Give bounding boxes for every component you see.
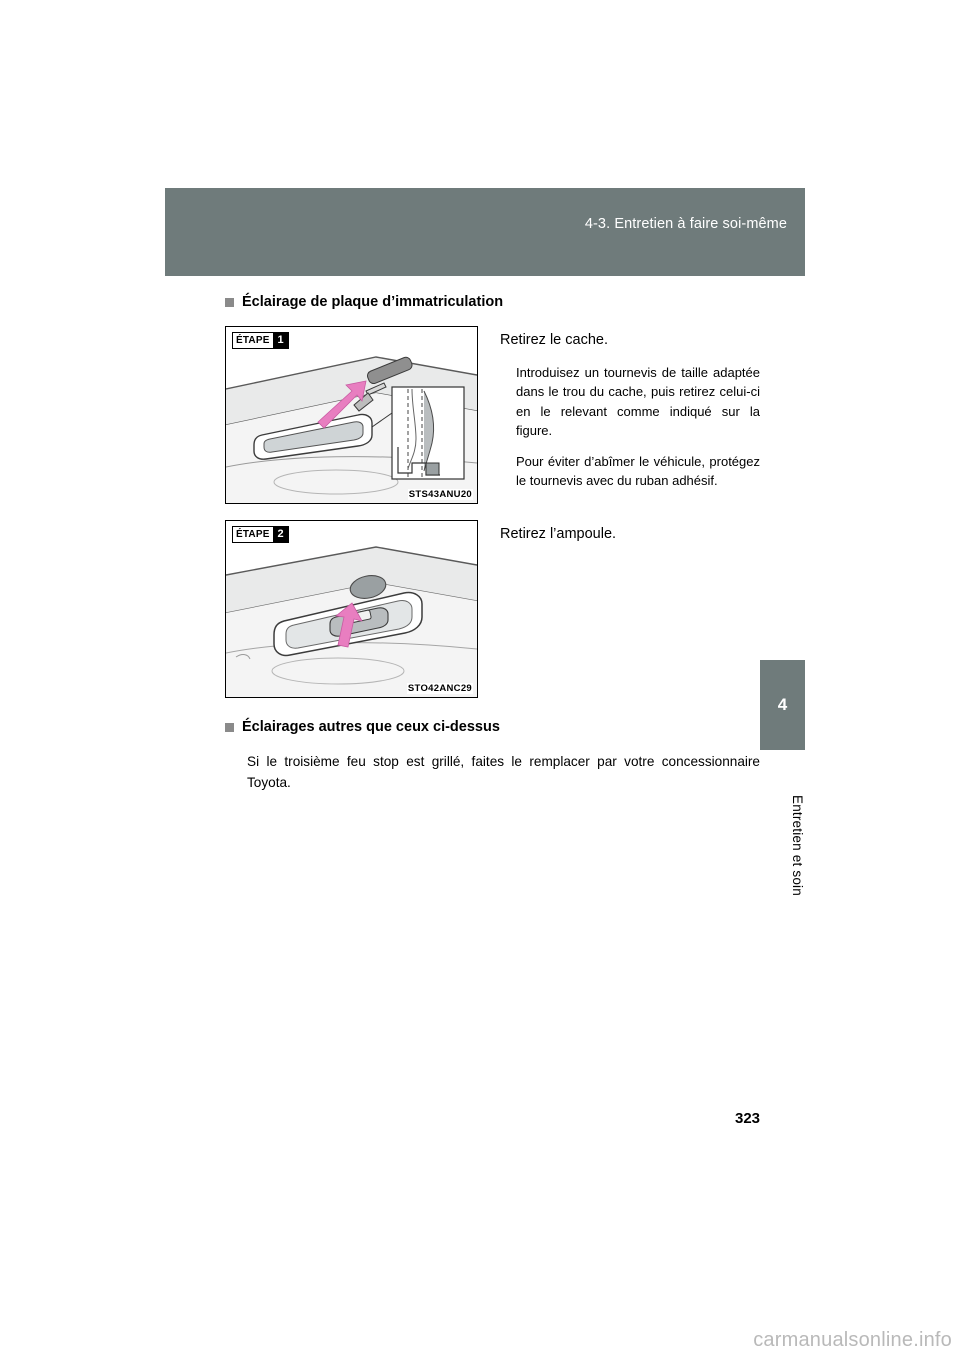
section-heading-text: Éclairages autres que ceux ci-dessus bbox=[242, 718, 500, 735]
chapter-tab bbox=[760, 660, 805, 750]
page-header-band bbox=[165, 188, 805, 276]
step-lead-1: Retirez le cache. bbox=[500, 331, 608, 348]
step-text-2 bbox=[500, 520, 760, 545]
figure-code-2: STO42ANC29 bbox=[407, 682, 472, 694]
figure-step-1 bbox=[225, 326, 478, 504]
illustration-remove-bulb bbox=[226, 521, 477, 697]
step-block-2 bbox=[225, 520, 760, 700]
step-block-1 bbox=[225, 326, 760, 506]
square-bullet-icon bbox=[225, 298, 234, 307]
section-body-other-lights: Si le troisième feu stop est grillé, faites le remplacer par votre concessionnaire Toyota. bbox=[247, 753, 760, 790]
square-bullet-icon bbox=[225, 723, 234, 732]
watermark: carmanualsonline.info bbox=[753, 1329, 952, 1351]
figure-step-2 bbox=[225, 520, 478, 698]
chapter-number: 4 bbox=[777, 695, 788, 714]
step-paragraph-1-1: Introduisez un tournevis de taille adaptée dans le trou du cache, puis retirez celui-ci en le relevant comme indiqué sur la figure. bbox=[516, 364, 760, 439]
section-heading-license-plate-light bbox=[225, 293, 760, 312]
step-badge-number: 2 bbox=[273, 526, 289, 543]
step-badge-word: ÉTAPE bbox=[232, 526, 273, 543]
step-text-1 bbox=[500, 326, 760, 491]
step-badge-number: 1 bbox=[273, 332, 289, 349]
section-heading-text: Éclairage de plaque d’immatriculation bbox=[242, 294, 504, 310]
page-header-title: 4-3. Entretien à faire soi-même bbox=[584, 216, 787, 232]
page-number: 323 bbox=[735, 1110, 761, 1127]
step-badge-2 bbox=[232, 526, 289, 543]
step-badge-1 bbox=[232, 332, 289, 349]
step-paragraph-1-2: Pour éviter d’abîmer le véhicule, protégez le tournevis avec du ruban adhésif. bbox=[516, 453, 760, 489]
step-lead-2: Retirez l’ampoule. bbox=[500, 525, 617, 542]
step-badge-word: ÉTAPE bbox=[232, 332, 273, 349]
illustration-remove-lens bbox=[226, 327, 477, 503]
chapter-label: Entretien et soin bbox=[790, 794, 805, 896]
section-heading-other-lights bbox=[225, 718, 760, 737]
page-content bbox=[225, 293, 760, 793]
figure-code-1: STS43ANU20 bbox=[408, 488, 472, 500]
